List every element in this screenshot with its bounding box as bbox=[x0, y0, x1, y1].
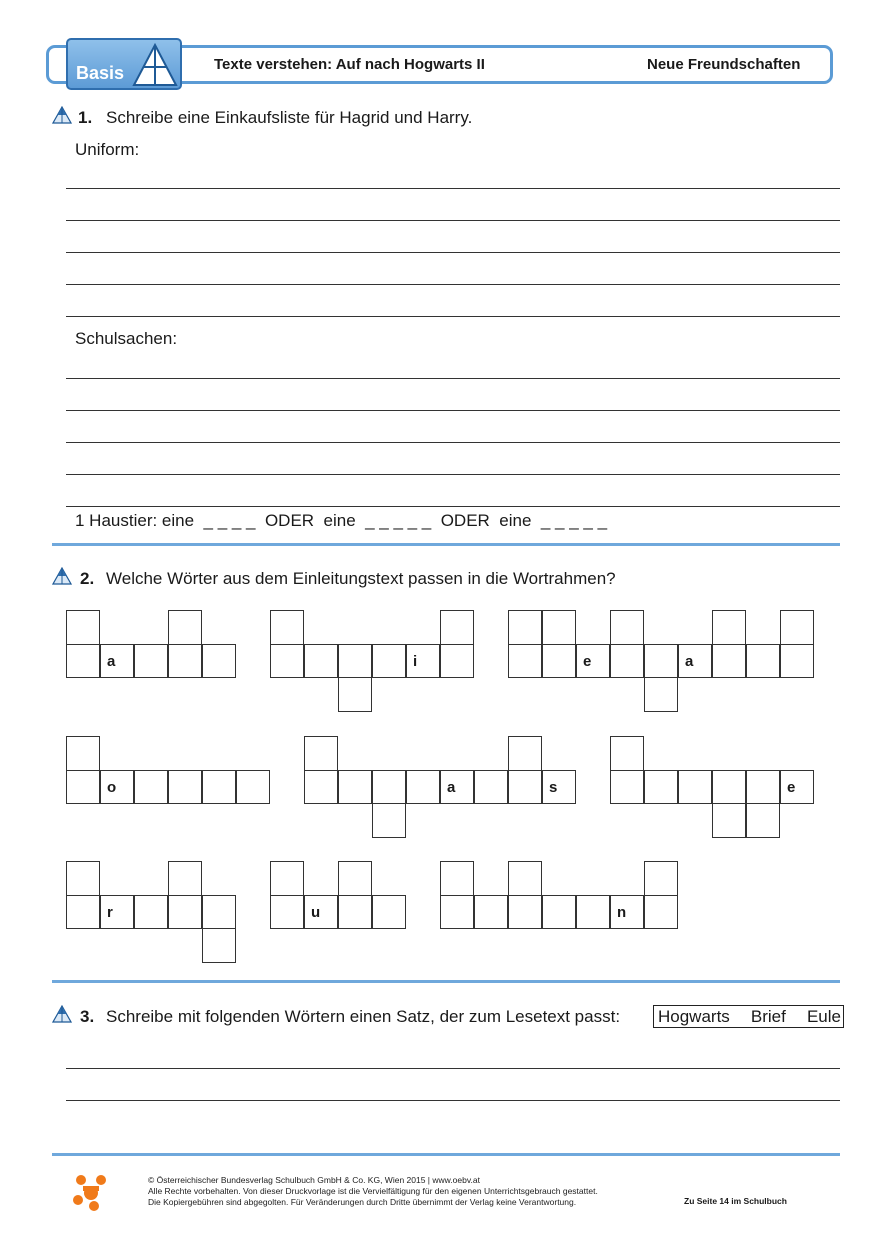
descender-cell bbox=[202, 929, 236, 963]
writing-line[interactable] bbox=[66, 188, 840, 189]
letter-cell[interactable] bbox=[168, 895, 202, 929]
letter-cell[interactable] bbox=[508, 895, 542, 929]
writing-line[interactable] bbox=[66, 316, 840, 317]
task2-text: Welche Wörter aus dem Einleitungstext passen in die Wortrahmen? bbox=[106, 569, 616, 588]
writing-line[interactable] bbox=[66, 442, 840, 443]
letter-cell[interactable] bbox=[644, 644, 678, 678]
copyright-notice bbox=[148, 1175, 668, 1208]
writing-line[interactable] bbox=[66, 1068, 840, 1069]
descender-cell bbox=[644, 678, 678, 712]
ascender-cell bbox=[508, 736, 542, 770]
ascender-cell bbox=[66, 736, 100, 770]
ascender-cell bbox=[440, 861, 474, 895]
ascender-cell bbox=[644, 861, 678, 895]
letter-cell[interactable] bbox=[168, 770, 202, 804]
letter-cell[interactable] bbox=[338, 644, 372, 678]
writing-line[interactable] bbox=[66, 506, 840, 507]
writing-line[interactable] bbox=[66, 474, 840, 475]
triangle-logo-icon bbox=[132, 43, 178, 87]
ascender-cell bbox=[338, 861, 372, 895]
ascender-cell bbox=[270, 861, 304, 895]
task3-text: Schreibe mit folgenden Wörtern einen Satz, der zum Lesetext passt: bbox=[106, 1007, 621, 1026]
letter-cell[interactable]: i bbox=[406, 644, 440, 678]
haustier-line[interactable]: 1 Haustier: eine _ _ _ _ ODER eine _ _ _ _ _ ODER eine _ _ _ _ _ bbox=[75, 511, 608, 530]
letter-cell[interactable]: e bbox=[576, 644, 610, 678]
ascender-cell bbox=[542, 610, 576, 644]
letter-cell[interactable] bbox=[202, 895, 236, 929]
letter-cell[interactable]: e bbox=[780, 770, 814, 804]
letter-cell[interactable]: a bbox=[440, 770, 474, 804]
letter-cell[interactable] bbox=[66, 770, 100, 804]
letter-cell[interactable] bbox=[202, 770, 236, 804]
footer-separator bbox=[52, 1153, 840, 1156]
descender-cell bbox=[746, 804, 780, 838]
letter-cell[interactable]: n bbox=[610, 895, 644, 929]
ascender-cell bbox=[304, 736, 338, 770]
word-box bbox=[653, 1005, 844, 1028]
word-hogwarts: Hogwarts bbox=[658, 1006, 730, 1026]
word-brief: Brief bbox=[750, 1006, 786, 1026]
ascender-cell bbox=[168, 861, 202, 895]
writing-line[interactable] bbox=[66, 252, 840, 253]
descender-cell bbox=[712, 804, 746, 838]
writing-line[interactable] bbox=[66, 284, 840, 285]
letter-cell[interactable] bbox=[134, 770, 168, 804]
letter-cell[interactable]: u bbox=[304, 895, 338, 929]
writing-line[interactable] bbox=[66, 410, 840, 411]
writing-line[interactable] bbox=[66, 220, 840, 221]
letter-cell[interactable] bbox=[372, 644, 406, 678]
letter-cell[interactable] bbox=[712, 644, 746, 678]
letter-cell[interactable] bbox=[270, 895, 304, 929]
ascender-cell bbox=[508, 861, 542, 895]
letter-cell[interactable]: o bbox=[100, 770, 134, 804]
letter-cell[interactable] bbox=[576, 895, 610, 929]
ascender-cell bbox=[780, 610, 814, 644]
letter-cell[interactable] bbox=[338, 895, 372, 929]
section-separator bbox=[52, 980, 840, 983]
letter-cell[interactable] bbox=[270, 644, 304, 678]
letter-cell[interactable]: a bbox=[100, 644, 134, 678]
label-schulsachen: Schulsachen: bbox=[75, 329, 178, 348]
ascender-cell bbox=[508, 610, 542, 644]
letter-cell[interactable] bbox=[440, 895, 474, 929]
letter-cell[interactable] bbox=[780, 644, 814, 678]
task1-number: 1. bbox=[78, 108, 93, 127]
letter-cell[interactable] bbox=[474, 895, 508, 929]
ascender-cell bbox=[610, 736, 644, 770]
letter-cell[interactable] bbox=[610, 770, 644, 804]
letter-cell[interactable] bbox=[202, 644, 236, 678]
letter-cell[interactable]: s bbox=[542, 770, 576, 804]
letter-cell[interactable] bbox=[746, 770, 780, 804]
letter-cell[interactable] bbox=[508, 770, 542, 804]
letter-cell[interactable] bbox=[338, 770, 372, 804]
header-topic: Neue Freundschaften bbox=[647, 56, 801, 73]
label-uniform: Uniform: bbox=[75, 140, 140, 159]
letter-cell[interactable] bbox=[508, 644, 542, 678]
letter-cell[interactable] bbox=[610, 644, 644, 678]
letter-cell[interactable] bbox=[372, 895, 406, 929]
letter-cell[interactable] bbox=[746, 644, 780, 678]
ascender-cell bbox=[168, 610, 202, 644]
letter-cell[interactable] bbox=[678, 770, 712, 804]
task2-number: 2. bbox=[80, 569, 95, 588]
letter-cell[interactable] bbox=[134, 895, 168, 929]
descender-cell bbox=[338, 678, 372, 712]
letter-cell[interactable] bbox=[440, 644, 474, 678]
section-separator bbox=[52, 543, 840, 546]
orange-star-icon bbox=[72, 1173, 110, 1211]
descender-cell bbox=[372, 804, 406, 838]
letter-cell[interactable]: r bbox=[100, 895, 134, 929]
letter-cell[interactable] bbox=[304, 644, 338, 678]
letter-cell[interactable] bbox=[66, 644, 100, 678]
ascender-cell bbox=[440, 610, 474, 644]
letter-cell[interactable] bbox=[474, 770, 508, 804]
letter-cell[interactable] bbox=[542, 644, 576, 678]
letter-cell[interactable] bbox=[304, 770, 338, 804]
letter-cell[interactable] bbox=[66, 895, 100, 929]
basis-logo bbox=[66, 38, 182, 90]
footer-line-3: Die Kopiergebühren sind abgegolten. Für Veränderungen durch Dritte übernimmt der Verlag keine Verantwortung. bbox=[148, 1197, 577, 1207]
logo-text: Basis bbox=[76, 63, 125, 83]
triangle-level-icon bbox=[52, 106, 72, 124]
letter-cell[interactable] bbox=[168, 644, 202, 678]
letter-cell[interactable] bbox=[372, 770, 406, 804]
page-reference: Zu Seite 14 im Schulbuch bbox=[684, 1196, 787, 1206]
letter-cell[interactable] bbox=[406, 770, 440, 804]
ascender-cell bbox=[270, 610, 304, 644]
writing-line[interactable] bbox=[66, 378, 840, 379]
letter-cell[interactable] bbox=[644, 770, 678, 804]
letter-cell[interactable] bbox=[712, 770, 746, 804]
ascender-cell bbox=[712, 610, 746, 644]
letter-cell[interactable] bbox=[542, 895, 576, 929]
task3-number: 3. bbox=[80, 1007, 95, 1026]
footer-line-1: © Österreichischer Bundesverlag Schulbuch GmbH & Co. KG, Wien 2015 | www.oebv.at bbox=[148, 1175, 480, 1185]
task1-text: Schreibe eine Einkaufsliste für Hagrid und Harry. bbox=[106, 108, 473, 127]
letter-cell[interactable]: a bbox=[678, 644, 712, 678]
writing-line[interactable] bbox=[66, 1100, 840, 1101]
ascender-cell bbox=[66, 861, 100, 895]
letter-cell[interactable] bbox=[134, 644, 168, 678]
triangle-level-icon bbox=[52, 567, 72, 585]
letter-cell[interactable] bbox=[644, 895, 678, 929]
ascender-cell bbox=[66, 610, 100, 644]
footer-line-2: Alle Rechte vorbehalten. Von dieser Druckvorlage ist die Vervielfältigung für den eigenen Unterrichtsgebrauch gestattet. bbox=[148, 1186, 598, 1196]
letter-cell[interactable] bbox=[236, 770, 270, 804]
triangle-level-icon bbox=[52, 1005, 72, 1023]
ascender-cell bbox=[610, 610, 644, 644]
word-eule: Eule bbox=[806, 1006, 841, 1026]
header-title: Texte verstehen: Auf nach Hogwarts II bbox=[214, 56, 485, 73]
